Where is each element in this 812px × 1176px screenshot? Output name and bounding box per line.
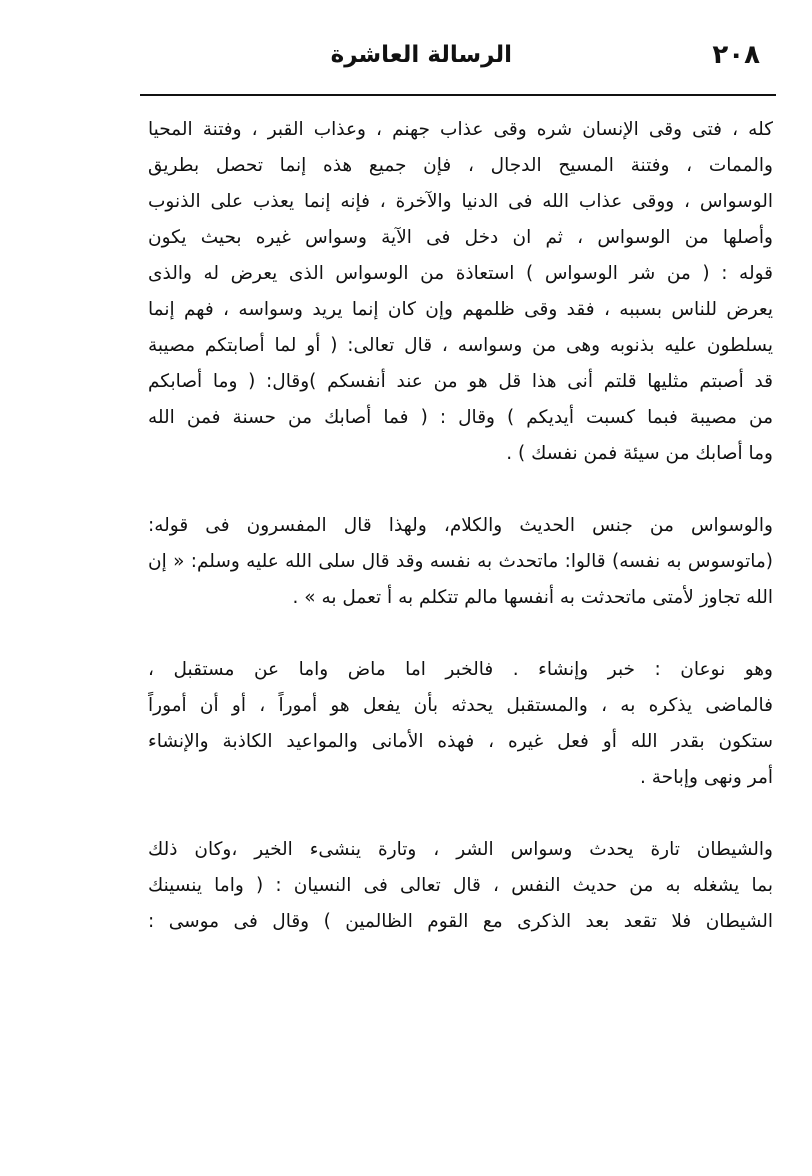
running-title: الرسالة العاشرة xyxy=(330,42,512,68)
text-line: من مصيبة فبما كسبت أيديكم ) وقال : ( فما أصابك من حسنة فمن الله xyxy=(148,407,773,428)
text-line: أمر ونهى وإباحة . xyxy=(639,767,773,788)
text-line: الله تجاوز لأمتى ماتحدثت به أنفسها مالم تتكلم به أ تعمل به » . xyxy=(292,587,773,608)
text-line: الوسواس ، ووقى عذاب الله فى الدنيا والآخرة ، فإنه إنما يعذب على الذنوب xyxy=(148,191,773,212)
header-rule xyxy=(140,94,776,96)
text-line: (ماتوسوس به نفسه) قالوا: ماتحدث به نفسه وقد قال سلى الله عليه وسلم: « إن xyxy=(148,551,773,572)
paragraph-2 xyxy=(148,508,773,616)
text-line: قد أصبتم مثليها قلتم أنى هذا قل هو من عند أنفسكم )وقال: ( وما أصابكم xyxy=(148,371,773,392)
text-line: والممات ، وفتنة المسيح الدجال ، فإن جميع هذه إنما تحصل بطريق xyxy=(148,155,773,176)
text-line: يسلطون عليه بذنوبه وهى من وسواسه ، قال تعالى: ( أو لما أصابتكم مصيبة xyxy=(148,335,773,356)
text-line: يعرض للناس بسببه ، فقد وقى ظلمهم وإن كان إنما يريد وسواسه ، فهم إنما xyxy=(148,299,773,320)
text-body xyxy=(148,112,773,940)
text-line: كله ، فتى وقى الإنسان شره وقى عذاب جهنم ، وعذاب القبر ، وفتنة المحيا xyxy=(148,119,773,140)
paragraph-3 xyxy=(148,652,773,796)
text-line: وأصلها من الوسواس ، ثم ان دخل فى الآية وسواس غيره بحيث يكون xyxy=(148,227,773,248)
paragraph-4 xyxy=(148,832,773,940)
text-line: قوله : ( من شر الوسواس ) استعاذة من الوسواس الذى يعرض له والذى xyxy=(148,263,773,284)
text-line: الشيطان فلا تقعد بعد الذكرى مع القوم الظالمين ) وقال فى موسى : xyxy=(148,911,773,932)
page-header xyxy=(140,34,770,84)
page-number: ٢٠٨ xyxy=(712,40,760,70)
paragraph-1 xyxy=(148,112,773,472)
text-line: بما يشغله به من حديث النفس ، قال تعالى فى النسيان : ( واما ينسينك xyxy=(148,875,773,896)
text-line: فالماضى يذكره به ، والمستقبل يحدثه بأن يفعل هو أموراً ، أو أن أموراً xyxy=(148,695,773,716)
text-line: والشيطان تارة يحدث وسواس الشر ، وتارة ينشىء الخير ،وكان ذلك xyxy=(148,839,773,860)
text-line: ستكون بقدر الله أو فعل غيره ، فهذه الأمانى والمواعيد الكاذبة والإنشاء xyxy=(148,731,773,752)
text-line: والوسواس من جنس الحديث والكلام، ولهذا قال المفسرون فى قوله: xyxy=(148,515,773,536)
text-line: وهو نوعان : خبر وإنشاء . فالخبر اما ماض واما عن مستقبل ، xyxy=(148,659,773,680)
text-line: وما أصابك من سيئة فمن نفسك ) . xyxy=(506,443,773,464)
